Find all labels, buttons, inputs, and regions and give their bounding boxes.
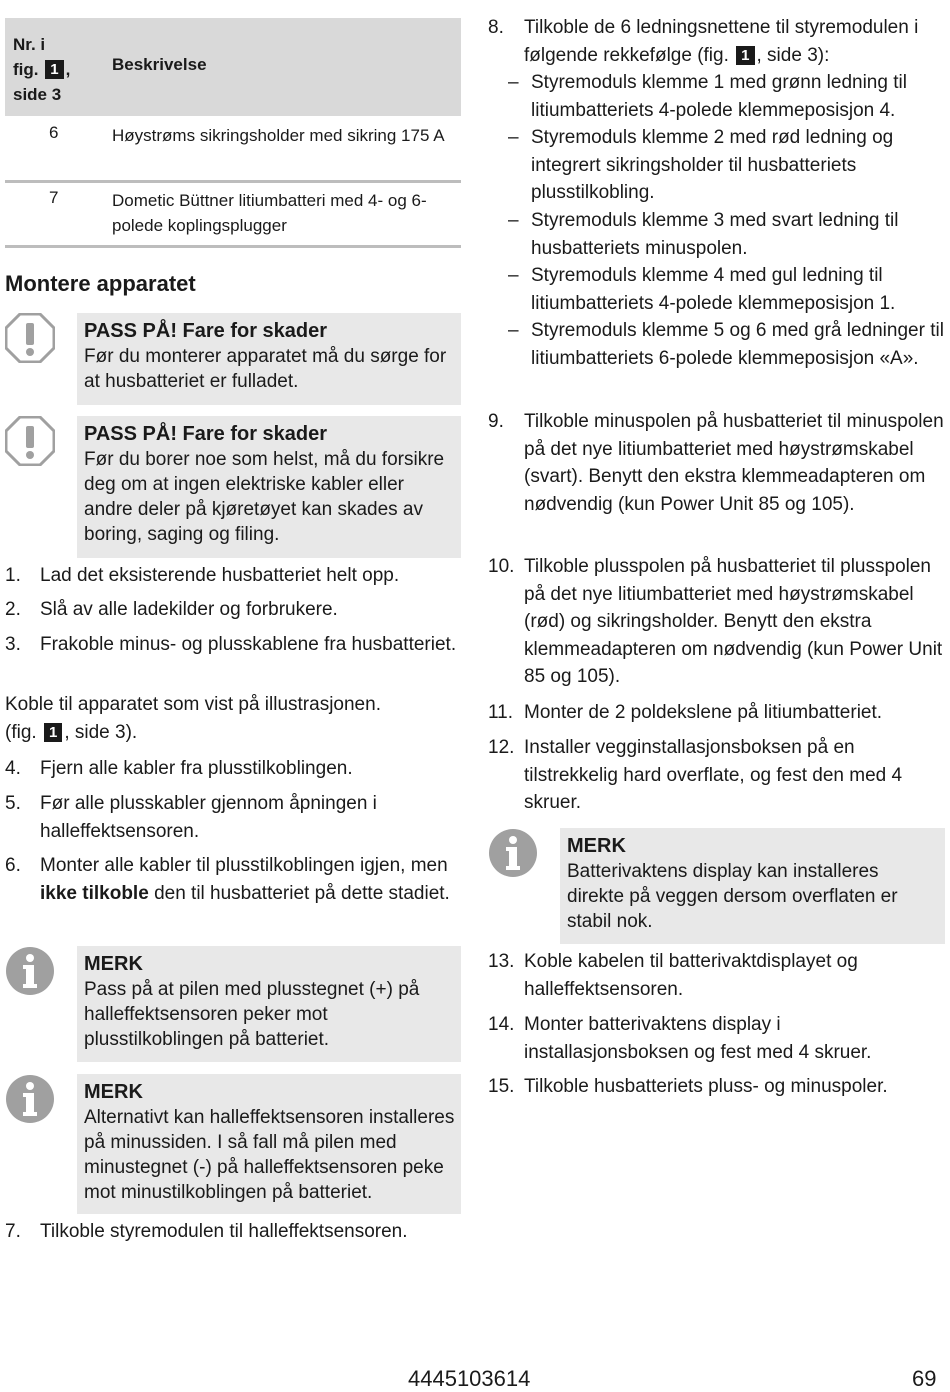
sub-item-text: Styremoduls klemme 1 med grønn ledning til litiumbatteriets 4-polede klemmeposisjon 4. xyxy=(531,72,907,121)
list-item xyxy=(488,1011,945,1066)
step-number: 11. xyxy=(488,702,514,723)
fig-reference-prefix: (fig. xyxy=(5,721,37,743)
info-icon xyxy=(488,828,538,878)
warning-icon xyxy=(5,416,55,466)
step-text: Installer vegginstallasjonsboksen på en tilstrekkelig hard overflate, og fest den med 4 skruer. xyxy=(524,737,903,813)
info-icon xyxy=(5,946,55,996)
warning-text xyxy=(84,319,455,394)
connect-paragraph xyxy=(5,691,461,746)
table-cell-nr: 6 xyxy=(49,123,59,142)
section-title: Montere apparatet xyxy=(5,271,196,296)
dash-marker: – xyxy=(508,210,519,231)
step-text: Koble kabelen til batterivaktdisplayet og halleffektsensoren. xyxy=(524,951,858,1000)
sub-item-text: Styremoduls klemme 3 med svart ledning til husbatteriets minuspolen. xyxy=(531,210,899,259)
dash-marker: – xyxy=(508,72,519,93)
list-item xyxy=(5,1218,461,1246)
table-cell-desc: Dometic Büttner litiumbatteri med 4- og 6-polede koplingsplugger xyxy=(112,191,427,235)
list-item xyxy=(488,948,945,1003)
step-number: 7. xyxy=(5,1221,21,1242)
step-text xyxy=(40,852,461,907)
step-text-emphasis: ikke tilkoble xyxy=(40,882,149,904)
dash-marker: – xyxy=(508,127,519,148)
note-body: Alternativt kan halleffektsensoren installeres på minussiden. I så fall må pilen med minustegnet (-) på halleffektsensoren peke mot minustilkoblingen på batteriet. xyxy=(84,1107,455,1203)
note-title: MERK xyxy=(84,1081,143,1103)
step-number: 3. xyxy=(5,634,21,655)
page-number: 69 xyxy=(912,1366,937,1391)
step-number: 5. xyxy=(5,793,21,814)
step-number: 4. xyxy=(5,758,21,779)
step-number: 6. xyxy=(5,855,21,876)
list-item xyxy=(488,553,945,691)
list-item xyxy=(5,790,461,845)
info-icon xyxy=(5,1074,55,1124)
step-text: Fjern alle kabler fra plusstilkoblingen. xyxy=(40,758,353,779)
sub-item-text: Styremoduls klemme 5 og 6 med grå ledninger til litiumbatteriets 6-polede klemmeposisjon «A». xyxy=(531,320,944,369)
warning-text xyxy=(84,422,455,547)
step-text-before: Monter alle kabler til plusstilkoblingen igjen, men xyxy=(40,855,448,876)
step-text-after: , side 3): xyxy=(756,44,830,66)
connect-text: Koble til apparatet som vist på illustrasjonen. xyxy=(5,694,381,715)
step-text: Tilkoble plusspolen på husbatteriet til plusspolen på det nye litiumbatteriet med høystrømskabel (rød) og sikringsholder. Benytt den ekstra klemmeadapteren om nødvendig (kun Power Unit 85 og 105). xyxy=(524,556,943,687)
step-number: 13. xyxy=(488,951,515,972)
warning-icon xyxy=(5,313,55,363)
step-number: 8. xyxy=(488,17,504,38)
list-item xyxy=(5,755,461,783)
header-nr-fig: fig. xyxy=(13,60,39,79)
list-item xyxy=(5,562,461,590)
step-text: Tilkoble minuspolen på husbatteriet til minuspolen på det nye litiumbatteriet med høystrømskabel (svart). Benytt den ekstra klemmeadapteren om nødvendig (kun Power Unit 85 og 105). xyxy=(524,411,944,515)
note-body: Pass på at pilen med plusstegnet (+) på halleffektsensoren peker mot plusstilkoblingen på batteriet. xyxy=(84,979,420,1050)
warning-title: PASS PÅ! Fare for skader xyxy=(84,423,328,445)
sub-item-text: Styremoduls klemme 2 med rød ledning og integrert sikringsholder til husbatteriets plusstilkobling. xyxy=(531,127,894,203)
step-text: Tilkoble husbatteriets pluss- og minuspoler. xyxy=(524,1076,888,1097)
step-text-after: den til husbatteriet på dette stadiet. xyxy=(154,882,450,904)
step-number: 10. xyxy=(488,556,515,577)
step-text: Tilkoble styremodulen til halleffektsensoren. xyxy=(40,1221,408,1242)
step-text-before: Tilkoble de 6 ledningsnettene til styremodulen i følgende rekkefølge (fig. xyxy=(524,17,919,66)
table-cell-desc: Høystrøms sikringsholder med sikring 175 A xyxy=(112,126,445,145)
info-note xyxy=(5,946,461,1062)
sub-list-item xyxy=(508,262,945,317)
note-text xyxy=(567,834,939,934)
note-text xyxy=(84,1080,455,1205)
list-item xyxy=(5,631,461,659)
warning-body: Før du monterer apparatet må du sørge for at husbatteriet er fulladet. xyxy=(84,346,447,392)
table-header-description: Beskrivelse xyxy=(112,55,207,74)
step-number: 12. xyxy=(488,737,515,758)
table-row xyxy=(5,116,461,183)
note-text xyxy=(84,952,455,1052)
warning-title: PASS PÅ! Fare for skader xyxy=(84,320,328,342)
list-item xyxy=(488,699,945,727)
warning-body: Før du borer noe som helst, må du forsikre deg om at ingen elektriske kabler eller andre deler på kjøretøyet kan skades av boring, saging og filing. xyxy=(84,449,445,545)
sub-list-item xyxy=(508,124,945,207)
sub-list-item xyxy=(508,207,945,262)
list-item xyxy=(5,596,461,624)
list-item xyxy=(5,852,461,907)
sub-list-item xyxy=(508,317,945,372)
fig-reference-suffix: , side 3). xyxy=(64,721,138,743)
step-number: 15. xyxy=(488,1076,515,1097)
step-text: Monter de 2 poldekslene på litiumbatteriet. xyxy=(524,702,883,723)
step-number: 9. xyxy=(488,411,504,432)
step-text: Monter batterivaktens display i installasjonsboksen og fest med 4 skruer. xyxy=(524,1014,872,1063)
step-text: Før alle plusskabler gjennom åpningen i halleffektsensoren. xyxy=(40,793,377,842)
step-text xyxy=(524,14,945,69)
step-text: Slå av alle ladekilder og forbrukere. xyxy=(40,599,338,620)
info-note xyxy=(488,828,945,944)
dash-marker: – xyxy=(508,265,519,286)
header-nr-line3: side 3 xyxy=(13,85,62,104)
step-number: 1. xyxy=(5,565,21,586)
table-header xyxy=(5,18,461,116)
list-item xyxy=(488,14,945,69)
note-body: Batterivaktens display kan installeres direkte på veggen dersom overflaten er stabil nok. xyxy=(567,861,898,932)
figure-badge: 1 xyxy=(44,723,62,742)
table-row xyxy=(5,183,461,248)
figure-badge: 1 xyxy=(45,60,63,79)
sub-list-item xyxy=(508,69,945,124)
note-title: MERK xyxy=(84,953,143,975)
table-header-nr xyxy=(13,32,103,107)
figure-badge: 1 xyxy=(736,46,754,65)
dash-marker: – xyxy=(508,320,519,341)
step-number: 14. xyxy=(488,1014,515,1035)
header-nr-line1: Nr. i xyxy=(13,35,46,54)
document-number: 4445103614 xyxy=(408,1366,531,1391)
step-text: Lad det eksisterende husbatteriet helt opp. xyxy=(40,565,400,586)
step-number: 2. xyxy=(5,599,21,620)
warning-box xyxy=(5,416,461,558)
list-item xyxy=(488,408,945,518)
info-note xyxy=(5,1074,461,1214)
sub-item-text: Styremoduls klemme 4 med gul ledning til litiumbatteriets 4-polede klemmeposisjon 1. xyxy=(531,265,896,314)
step-text: Frakoble minus- og plusskablene fra husbatteriet. xyxy=(40,634,457,655)
header-nr-comma: , xyxy=(65,60,71,79)
list-item xyxy=(488,734,945,817)
warning-box xyxy=(5,313,461,405)
note-title: MERK xyxy=(567,835,626,857)
list-item xyxy=(488,1073,945,1101)
table-cell-nr: 7 xyxy=(49,188,59,207)
